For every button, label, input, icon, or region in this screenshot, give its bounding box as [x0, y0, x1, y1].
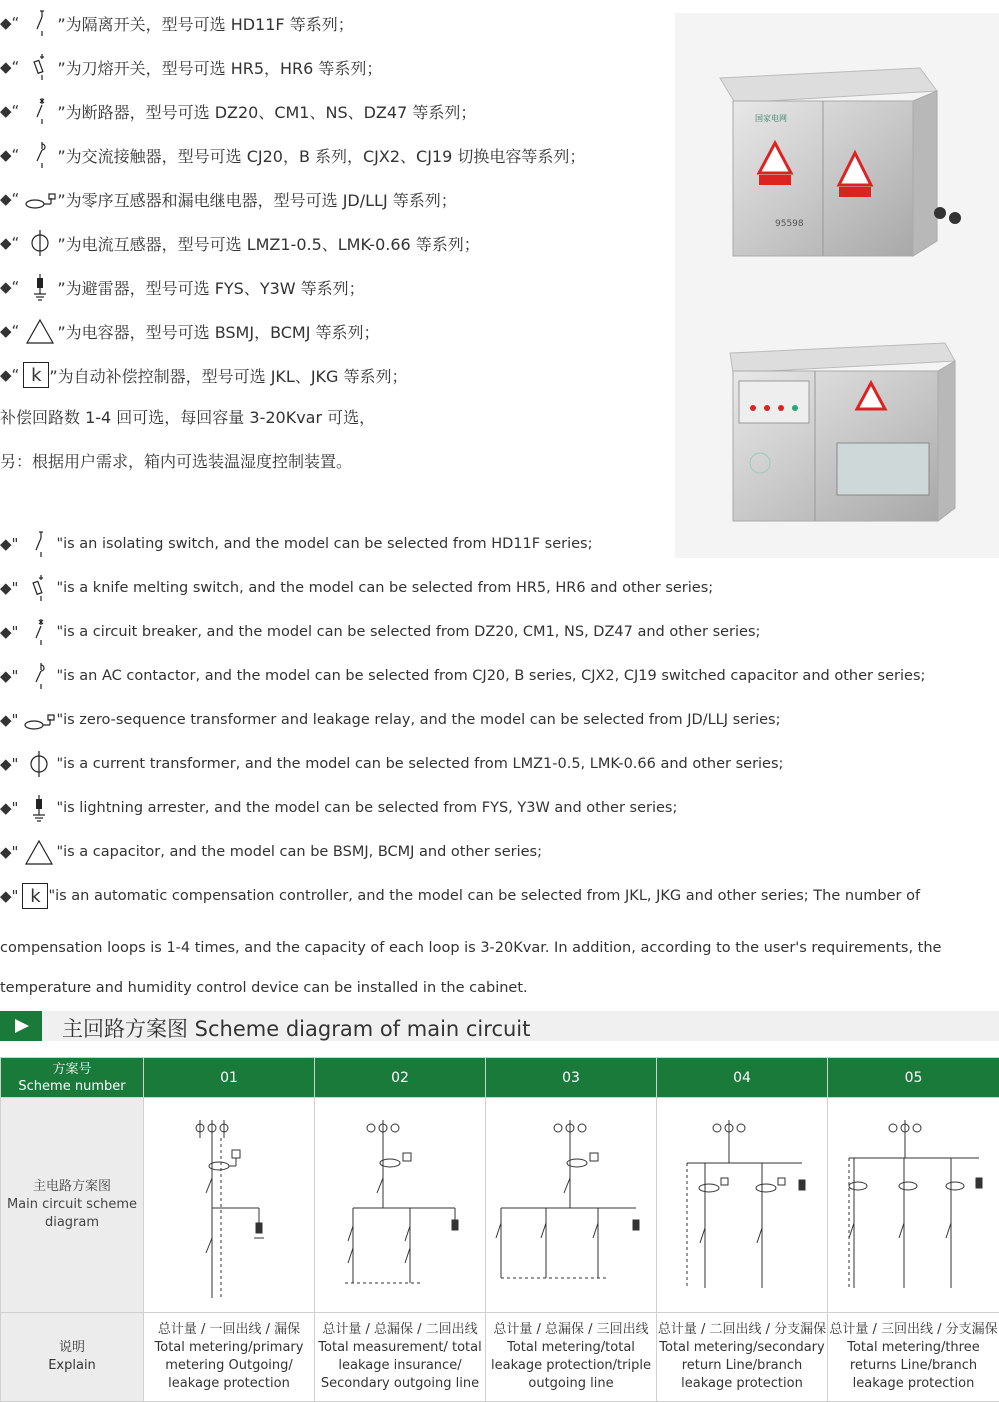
lightning-arrester-icon: [22, 794, 56, 822]
en-list-item: [0, 837, 542, 867]
capacitor-icon: [22, 838, 56, 866]
cn-item-text: ”为零序互感器和漏电继电器，型号可选 JD/LLJ 等系列；: [57, 188, 456, 211]
en-item-text: "is a circuit breaker, and the model can be selected from DZ20, CM1, NS, DZ47 and other series;: [56, 624, 760, 640]
explain-en: Total measurement/ total leakage insurance/ Secondary outgoing line: [318, 1340, 481, 1391]
diamond-bullet-icon: ◆": [0, 799, 18, 817]
en-item-text: "is a capacitor, and the model can be BSMJ, BCMJ and other series;: [56, 844, 542, 860]
diagram-02: [315, 1098, 486, 1313]
explain-en: Total metering/three returns Line/branch leakage protection: [847, 1340, 979, 1391]
diamond-bullet-icon: ◆": [0, 667, 18, 685]
diagram-04: [657, 1098, 828, 1313]
diamond-bullet-icon: ◆“: [0, 322, 19, 340]
en-list-item: [0, 573, 713, 603]
en-item-text: "is an AC contactor, and the model can be selected from CJ20, B series, CJX2, CJ19 switched capacitor and other series;: [56, 668, 925, 684]
diamond-bullet-icon: ◆“: [0, 14, 19, 32]
cn-list-item: [0, 8, 354, 38]
diamond-bullet-icon: ◆": [0, 887, 18, 905]
explain-cn: 总计量 / 总漏保 / 三回出线: [493, 1322, 648, 1337]
diamond-bullet-icon: ◆“: [0, 278, 19, 296]
circuit-diagram-02: [315, 1098, 485, 1308]
scheme-05: 05: [828, 1058, 999, 1098]
diamond-bullet-icon: ◆": [0, 579, 18, 597]
diagram-label-en: Main circuit scheme diagram: [7, 1197, 137, 1230]
scheme-03: 03: [486, 1058, 657, 1098]
explain-03: [486, 1313, 657, 1402]
diamond-bullet-icon: ◆“: [0, 102, 19, 120]
circuit-diagram-01: [144, 1098, 314, 1308]
cn-list-item: [0, 96, 476, 126]
scheme-01: 01: [144, 1058, 315, 1098]
explain-row-label: [1, 1313, 144, 1402]
circuit-diagram-04: [657, 1098, 827, 1308]
scheme-04: 04: [657, 1058, 828, 1098]
explain-label-cn: 说明: [59, 1340, 85, 1355]
diagram-01: [144, 1098, 315, 1313]
cn-item-text: ”为电流互感器，型号可选 LMZ1-0.5、LMK-0.66 等系列；: [57, 232, 479, 255]
zero-sequence-transformer-icon: [22, 706, 56, 734]
en-item-text: "is an automatic compensation controller, and the model can be selected from JKL, JKG and other series; The number of: [48, 888, 920, 904]
diamond-bullet-icon: ◆“: [0, 146, 19, 164]
explain-cn: 总计量 / 三回出线 / 分支漏保: [829, 1322, 997, 1337]
cn-extra-compensation: 补偿回路数 1-4 回可选，每回容量 3-20Kvar 可选，: [0, 405, 375, 428]
en-item-text: "is lightning arrester, and the model can be selected from FYS, Y3W and other series;: [56, 800, 677, 816]
diagram-03: [486, 1098, 657, 1313]
explain-en: Total metering/total leakage protection/triple outgoing line: [491, 1340, 651, 1391]
knife-fuse-switch-icon: [23, 53, 57, 81]
en-list-item: [0, 661, 925, 691]
scheme-02: 02: [315, 1058, 486, 1098]
cn-item-text: ”为自动补偿控制器，型号可选 JKL、JKG 等系列；: [49, 364, 407, 387]
en-item-text: "is zero-sequence transformer and leakage relay, and the model can be selected from JD/LLJ series;: [56, 712, 780, 728]
diagram-label-cn: 主电路方案图: [33, 1179, 111, 1194]
cn-list-item: [0, 228, 480, 258]
en-list-item: [0, 881, 920, 911]
cabinet-logo: 国家电网: [755, 113, 787, 123]
cn-list-item: [0, 360, 408, 390]
controller-k-icon: k: [23, 362, 49, 388]
cn-item-text: ”为刀熔开关，型号可选 HR5，HR6 等系列；: [57, 56, 382, 79]
diamond-bullet-icon: ◆“: [0, 366, 19, 384]
ac-contactor-icon: [22, 662, 56, 690]
diagram-row-label: [1, 1098, 144, 1313]
en-list-item: [0, 617, 760, 647]
explain-cn: 总计量 / 一回出线 / 漏保: [158, 1322, 300, 1337]
diamond-bullet-icon: ◆": [0, 843, 18, 861]
table-row-diagram: [1, 1098, 999, 1313]
en-item-text: "is an isolating switch, and the model can be selected from HD11F series;: [56, 536, 592, 552]
circuit-breaker-icon: [23, 97, 57, 125]
cn-item-text: ”为避雷器，型号可选 FYS、Y3W 等系列；: [57, 276, 364, 299]
table-header-row: [1, 1058, 999, 1098]
explain-01: [144, 1313, 315, 1402]
cn-list-item: [0, 184, 457, 214]
header-label-cn: 方案号: [52, 1062, 91, 1077]
en-list-item: [0, 705, 780, 735]
controller-k-icon: k: [22, 883, 48, 909]
explain-label-en: Explain: [48, 1358, 96, 1373]
cn-item-text: ”为隔离开关，型号可选 HD11F 等系列；: [57, 12, 353, 35]
lightning-arrester-icon: [23, 273, 57, 301]
product-photos: [675, 13, 999, 558]
current-transformer-icon: [23, 229, 57, 257]
explain-en: Total metering/primary metering Outgoing/ leakage protection: [155, 1340, 304, 1391]
table-row-explain: [1, 1313, 999, 1402]
diamond-bullet-icon: ◆“: [0, 190, 19, 208]
cn-list-item: [0, 316, 380, 346]
scheme-table: [0, 1057, 999, 1402]
zero-sequence-transformer-icon: [23, 185, 57, 213]
diamond-bullet-icon: ◆“: [0, 58, 19, 76]
cn-list-item: [0, 272, 365, 302]
diamond-bullet-icon: ◆": [0, 623, 18, 641]
capacitor-icon: [23, 317, 57, 345]
section-title: 主回路方案图 Scheme diagram of main circuit: [62, 1013, 530, 1043]
explain-04: [657, 1313, 828, 1402]
current-transformer-icon: [22, 750, 56, 778]
circuit-diagram-03: [486, 1098, 656, 1308]
explain-05: [828, 1313, 999, 1402]
en-paragraph: compensation loops is 1-4 times, and the capacity of each loop is 3-20Kvar. In addition, according to the user's requirements, the temperature and humidity control device can be installed in the cabinet.: [0, 928, 999, 1008]
circuit-breaker-icon: [22, 618, 56, 646]
en-list-item: [0, 529, 592, 559]
cn-item-text: ”为电容器，型号可选 BSMJ，BCMJ 等系列；: [57, 320, 379, 343]
header-label-en: Scheme number: [18, 1079, 125, 1094]
explain-cn: 总计量 / 总漏保 / 二回出线: [322, 1322, 477, 1337]
en-list-item: [0, 749, 783, 779]
diagram-05: [828, 1098, 999, 1313]
cn-item-text: ”为断路器，型号可选 DZ20、CM1、NS、DZ47 等系列；: [57, 100, 476, 123]
explain-cn: 总计量 / 二回出线 / 分支漏保: [658, 1322, 826, 1337]
ac-contactor-icon: [23, 141, 57, 169]
play-arrow-icon: [0, 1011, 42, 1041]
diamond-bullet-icon: ◆“: [0, 234, 19, 252]
en-list-item: [0, 793, 677, 823]
explain-en: Total metering/secondary return Line/branch leakage protection: [659, 1340, 824, 1391]
cabinet-photos-image: [675, 13, 999, 558]
cn-list-item: [0, 140, 585, 170]
isolating-switch-icon: [22, 530, 56, 558]
header-scheme-number: [1, 1058, 144, 1098]
explain-02: [315, 1313, 486, 1402]
circuit-diagram-05: [829, 1098, 999, 1308]
diamond-bullet-icon: ◆": [0, 535, 18, 553]
en-item-text: "is a knife melting switch, and the model can be selected from HR5, HR6 and other series;: [56, 580, 713, 596]
knife-fuse-switch-icon: [22, 574, 56, 602]
section-header: [0, 1011, 999, 1041]
isolating-switch-icon: [23, 9, 57, 37]
cabinet-hotline: 95598: [775, 219, 804, 229]
diamond-bullet-icon: ◆": [0, 755, 18, 773]
cn-item-text: ”为交流接触器，型号可选 CJ20，B 系列，CJX2、CJ19 切换电容等系列；: [57, 144, 585, 167]
diamond-bullet-icon: ◆": [0, 711, 18, 729]
cn-extra-humidity: 另：根据用户需求，箱内可选装温湿度控制装置。: [0, 449, 352, 472]
cn-list-item: [0, 52, 382, 82]
en-item-text: "is a current transformer, and the model can be selected from LMZ1-0.5, LMK-0.66 and other series;: [56, 756, 783, 772]
